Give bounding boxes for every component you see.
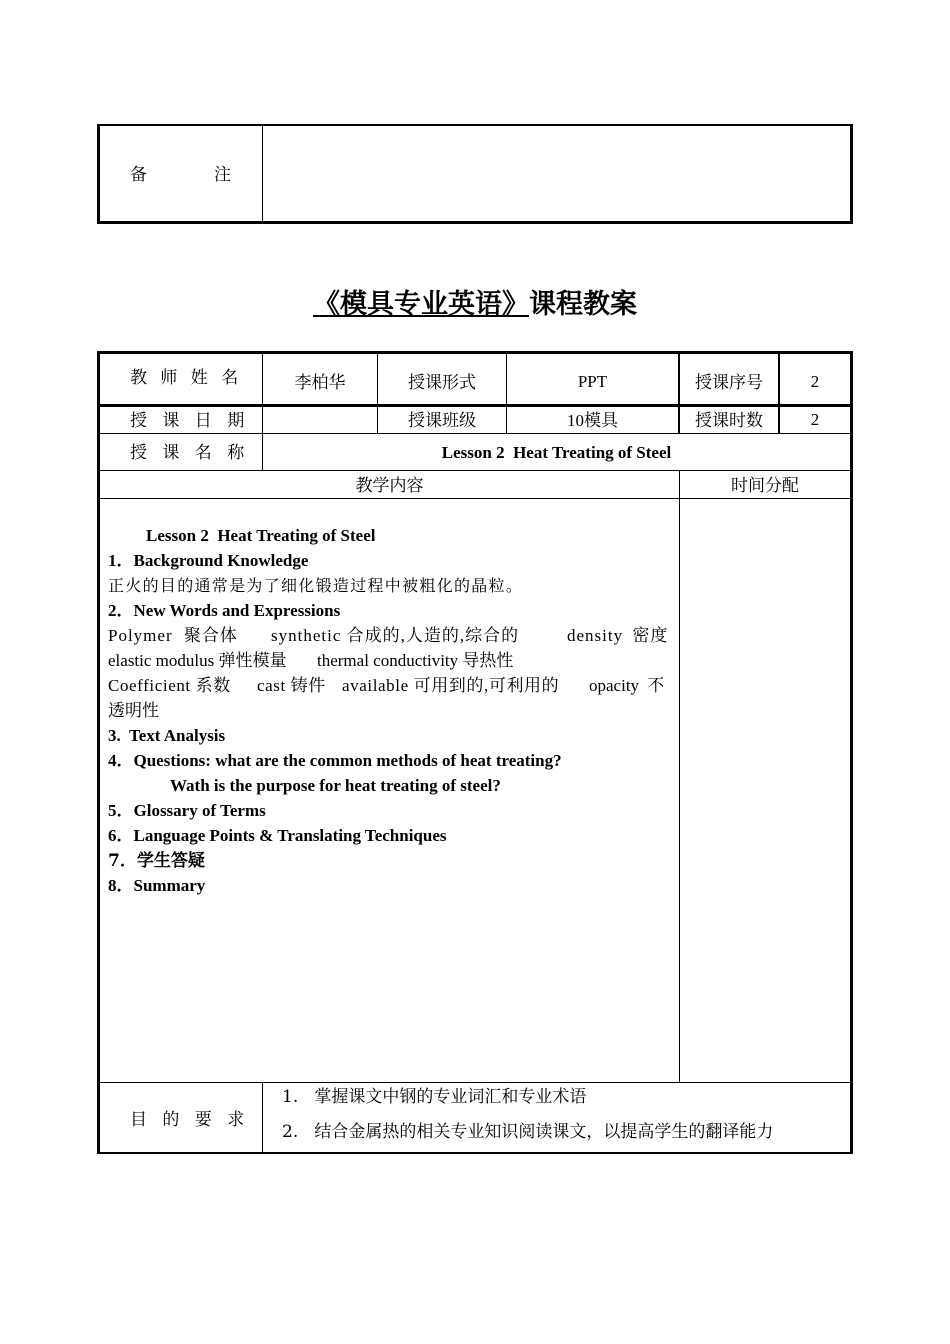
title-underlined [313,289,529,320]
time-header: 时间分配 [731,476,799,496]
word-synthetic: synthetic 合成的,人造的,综合的 [271,626,520,645]
seq-label: 授课序号 [695,373,763,393]
word-cast: cast 铸件 [257,676,326,695]
word-density: density 密度 [567,626,669,645]
word-opacity: opacity 不 [589,676,665,695]
section-questions: 4．Questions: what are the common methods of heat treating? [108,751,562,770]
class-label: 授课班级 [408,411,476,431]
section-new-words: 2．New Words and Expressions [108,601,341,620]
requirements-label: 目 的 要 求 [130,1110,250,1130]
word-coefficient: Coefficient 系数 [108,676,231,695]
teacher-label: 教 师 姓 名 [130,368,243,388]
word-thermal-conductivity: thermal conductivity 导热性 [317,651,514,670]
section-text-analysis: 3. Text Analysis [108,726,226,745]
word-elastic-modulus: elastic modulus 弹性模量 [108,651,287,670]
word-polymer: Polymer 聚合体 [108,626,238,645]
section-language-points: 6．Language Points & Translating Techniques [108,826,447,845]
background-text: 正火的目的通常是为了细化锻造过程中被粗化的晶粒。 [108,576,524,595]
hours-value: 2 [810,410,820,429]
teacher-value: 李柏华 [294,373,346,393]
word-opacity-cont: 透明性 [108,701,159,721]
lesson-name-label: 授 课 名 称 [130,443,250,463]
title-suffix: 课程教案 [529,289,637,320]
section-background: 1．Background Knowledge [108,551,309,570]
section-glossary: 5．Glossary of Terms [108,801,266,820]
remarks-label: 备 注 [130,165,235,185]
page-title [0,288,950,322]
hours-label: 授课时数 [695,411,763,431]
form-value: PPT [577,372,608,391]
section-qa: 7．学生答疑 [108,851,205,871]
requirement-item-2: 2. 结合金属热的相关专业知识阅读课文，以提高学生的翻译能力 [282,1122,774,1142]
section-summary: 8．Summary [108,876,206,895]
section-questions-cont: Wath is the purpose for heat treating of steel? [170,776,501,795]
requirement-item-1: 1. 掌握课文中钢的专业词汇和专业术语 [282,1087,587,1107]
title-course: 《模具专业英语》 [313,289,529,320]
content-header: 教学内容 [355,476,424,496]
word-available: available 可用到的,可利用的 [342,676,560,695]
date-label: 授 课 日 期 [130,411,250,431]
seq-value: 2 [810,372,820,391]
lesson-title: Lesson 2 Heat Treating of Steel [146,526,376,545]
lesson-name-value: Lesson 2 Heat Treating of Steel [441,443,672,462]
form-label: 授课形式 [408,373,476,393]
class-value: 10模具 [567,411,618,430]
